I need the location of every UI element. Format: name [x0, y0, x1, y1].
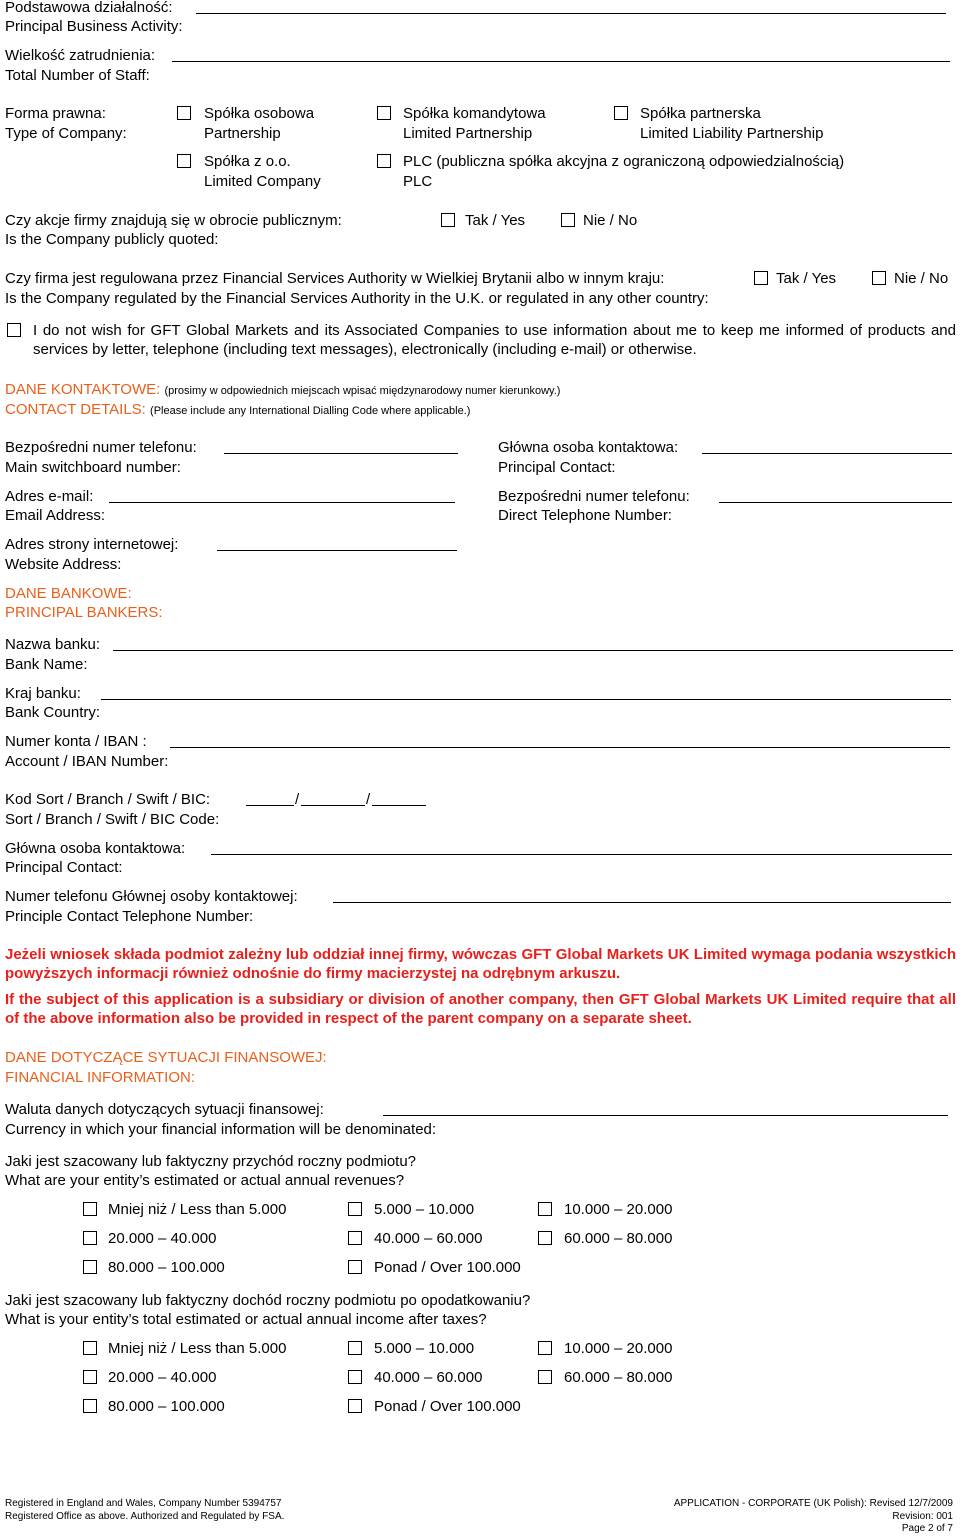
income-option-label: 10.000 – 20.000 [564, 1340, 673, 1357]
staff-label-pl: Wielkość zatrudnienia: [5, 47, 156, 64]
limited-company-label-pl: Spółka z o.o. [204, 153, 291, 170]
marketing-optout-text: I do not wish for GFT Global Markets and its Associated Companies to use information about me to keep me informed of products and services by letter, telephone (including text messages), electronically (including e-mail) or otherwise. [33, 322, 956, 358]
bank-contact-phone-field[interactable] [333, 902, 951, 903]
llp-checkbox[interactable] [614, 106, 628, 120]
revenue-option-checkbox[interactable] [348, 1202, 362, 1216]
contact-heading-en: CONTACT DETAILS: [5, 401, 146, 418]
regulated-label-en: Is the Company regulated by the Financial Services Authority in the U.K. or regulated in any other country: [5, 290, 709, 307]
currency-label-en: Currency in which your financial information will be denominated: [5, 1121, 437, 1138]
currency-field[interactable] [383, 1115, 948, 1116]
revenue-option-label: 60.000 – 80.000 [564, 1230, 673, 1247]
revenue-option-checkbox[interactable] [348, 1260, 362, 1274]
income-option-checkbox[interactable] [83, 1341, 97, 1355]
revenue-option-label: 5.000 – 10.000 [374, 1201, 475, 1218]
account-label-en: Account / IBAN Number: [5, 753, 169, 770]
quoted-no-label: Nie / No [583, 212, 638, 229]
revenue-question-en: What are your entity’s estimated or actual annual revenues? [5, 1172, 405, 1189]
switchboard-label-pl: Bezpośredni numer telefonu: [5, 439, 197, 456]
direct-phone-label-en: Direct Telephone Number: [498, 507, 672, 524]
bank-country-label-pl: Kraj banku: [5, 685, 81, 702]
revenue-option-checkbox[interactable] [83, 1231, 97, 1245]
revenue-option-checkbox[interactable] [348, 1231, 362, 1245]
plc-checkbox[interactable] [377, 154, 391, 168]
llp-label-pl: Spółka partnerska [640, 105, 761, 122]
contact-heading-en-row [5, 400, 470, 421]
footer-revision: Revision: 001 [892, 1511, 953, 1522]
regulated-yes-label: Tak / Yes [776, 270, 837, 287]
switchboard-label-en: Main switchboard number: [5, 459, 181, 476]
income-option-label: 80.000 – 100.000 [108, 1398, 225, 1415]
limited-partnership-checkbox[interactable] [377, 106, 391, 120]
limited-company-checkbox[interactable] [177, 154, 191, 168]
activity-label-en: Principal Business Activity: [5, 18, 183, 35]
sort-code-slash-1: / [295, 791, 300, 808]
principal-contact-label-pl: Główna osoba kontaktowa: [498, 439, 679, 456]
quoted-no-checkbox[interactable] [561, 213, 575, 227]
staff-label-en: Total Number of Staff: [5, 67, 150, 84]
partnership-checkbox[interactable] [177, 106, 191, 120]
income-option-checkbox[interactable] [538, 1370, 552, 1384]
marketing-optout-checkbox[interactable] [7, 323, 21, 337]
bank-heading-pl: DANE BANKOWE: [5, 585, 132, 602]
bank-contact-phone-label-en: Principle Contact Telephone Number: [5, 908, 254, 925]
contact-note-en: (Please include any International Dialling Code where applicable.) [150, 405, 471, 417]
bank-country-label-en: Bank Country: [5, 704, 101, 721]
plc-label-en: PLC [403, 173, 433, 190]
income-option-label: Mniej niż / Less than 5.000 [108, 1340, 287, 1357]
limited-partnership-label-en: Limited Partnership [403, 125, 533, 142]
email-label-en: Email Address: [5, 507, 106, 524]
plc-label-pl: PLC (publiczna spółka akcyjna z ograniczoną odpowiedzialnością) [403, 153, 845, 170]
sort-code-slash-2: / [366, 791, 371, 808]
income-option-checkbox[interactable] [348, 1341, 362, 1355]
bank-heading-en: PRINCIPAL BANKERS: [5, 604, 163, 621]
bank-name-label-pl: Nazwa banku: [5, 636, 101, 653]
website-field[interactable] [217, 550, 457, 551]
revenue-option-checkbox[interactable] [83, 1260, 97, 1274]
subsidiary-notice-en: If the subject of this application is a subsidiary or division of another company, then GFT Global Markets UK Limited require that all of the above information also be provided in respect of the parent company on a separate sheet. [5, 991, 956, 1027]
income-question-pl: Jaki jest szacowany lub faktyczny dochód roczny podmiotu po opodatkowaniu? [5, 1292, 531, 1309]
bank-contact-label-pl: Główna osoba kontaktowa: [5, 840, 186, 857]
income-option-label: 20.000 – 40.000 [108, 1369, 217, 1386]
activity-field[interactable] [196, 13, 946, 14]
income-option-label: 40.000 – 60.000 [374, 1369, 483, 1386]
revenue-option-label: 40.000 – 60.000 [374, 1230, 483, 1247]
income-option-label: 60.000 – 80.000 [564, 1369, 673, 1386]
income-option-checkbox[interactable] [348, 1370, 362, 1384]
partnership-label-pl: Spółka osobowa [204, 105, 315, 122]
email-field[interactable] [109, 502, 455, 503]
currency-label-pl: Waluta danych dotyczących sytuacji finansowej: [5, 1101, 324, 1118]
regulated-no-label: Nie / No [894, 270, 949, 287]
principal-contact-label-en: Principal Contact: [498, 459, 616, 476]
website-label-en: Website Address: [5, 556, 122, 573]
regulated-label-pl: Czy firma jest regulowana przez Financial Services Authority w Wielkiej Brytanii albo w innym kraju: [5, 270, 665, 287]
quoted-yes-label: Tak / Yes [465, 212, 526, 229]
sort-code-field-2[interactable] [301, 805, 365, 806]
regulated-no-checkbox[interactable] [872, 271, 886, 285]
financial-heading-en: FINANCIAL INFORMATION: [5, 1069, 196, 1086]
income-option-label: Ponad / Over 100.000 [374, 1398, 521, 1415]
sort-code-label-pl: Kod Sort / Branch / Swift / BIC: [5, 791, 211, 808]
website-label-pl: Adres strony internetowej: [5, 536, 179, 553]
bank-contact-field[interactable] [211, 854, 952, 855]
limited-company-label-en: Limited Company [204, 173, 321, 190]
sort-code-field-3[interactable] [372, 805, 426, 806]
revenue-question-pl: Jaki jest szacowany lub faktyczny przychód roczny podmiotu? [5, 1153, 417, 1170]
company-type-label-pl: Forma prawna: [5, 105, 106, 122]
income-option-checkbox[interactable] [83, 1370, 97, 1384]
income-question-en: What is your entity’s total estimated or actual annual income after taxes? [5, 1311, 487, 1328]
bank-country-field[interactable] [101, 699, 951, 700]
activity-label-pl: Podstawowa działalność: [5, 0, 173, 16]
revenue-option-checkbox[interactable] [83, 1202, 97, 1216]
email-label-pl: Adres e-mail: [5, 488, 94, 505]
sort-code-label-en: Sort / Branch / Swift / BIC Code: [5, 811, 220, 828]
company-type-label-en: Type of Company: [5, 125, 127, 142]
partnership-label-en: Partnership [204, 125, 281, 142]
revenue-option-checkbox[interactable] [538, 1231, 552, 1245]
footer-form-title: APPLICATION - CORPORATE (UK Polish): Revised 12/7/2009 [673, 1498, 953, 1509]
sort-code-field-1[interactable] [246, 805, 294, 806]
bank-name-label-en: Bank Name: [5, 656, 88, 673]
bank-contact-label-en: Principal Contact: [5, 859, 123, 876]
footer-registration: Registered in England and Wales, Company Number 5394757 [5, 1498, 282, 1509]
quoted-label-en: Is the Company publicly quoted: [5, 231, 219, 248]
income-option-checkbox[interactable] [348, 1399, 362, 1413]
subsidiary-notice-pl: Jeżeli wniosek składa podmiot zależny lub oddział innej firmy, wówczas GFT Global Markets UK Limited wymaga podania wszystkich powyższych informacji również odnośnie do firmy macierzystej na odrębnym arkuszu. [5, 946, 956, 982]
account-field[interactable] [170, 747, 950, 748]
switchboard-field[interactable] [224, 453, 458, 454]
bank-contact-phone-label-pl: Numer telefonu Głównej osoby kontaktowej: [5, 888, 298, 905]
revenue-option-label: 10.000 – 20.000 [564, 1201, 673, 1218]
income-option-checkbox[interactable] [538, 1341, 552, 1355]
direct-phone-field[interactable] [719, 502, 952, 503]
llp-label-en: Limited Liability Partnership [640, 125, 824, 142]
revenue-option-label: Mniej niż / Less than 5.000 [108, 1201, 287, 1218]
bank-name-field[interactable] [113, 650, 953, 651]
principal-contact-field[interactable] [702, 453, 952, 454]
revenue-option-label: 80.000 – 100.000 [108, 1259, 225, 1276]
footer-page-number: Page 2 of 7 [901, 1523, 953, 1534]
revenue-option-checkbox[interactable] [538, 1202, 552, 1216]
revenue-option-label: Ponad / Over 100.000 [374, 1259, 521, 1276]
account-label-pl: Numer konta / IBAN : [5, 733, 147, 750]
direct-phone-label-pl: Bezpośredni numer telefonu: [498, 488, 690, 505]
footer-registered-office: Registered Office as above. Authorized and Regulated by FSA. [5, 1511, 285, 1522]
income-option-label: 5.000 – 10.000 [374, 1340, 475, 1357]
regulated-yes-checkbox[interactable] [754, 271, 768, 285]
quoted-label-pl: Czy akcje firmy znajdują się w obrocie publicznym: [5, 212, 342, 229]
staff-field[interactable] [172, 61, 950, 62]
contact-heading-pl-row [5, 380, 560, 401]
income-option-checkbox[interactable] [83, 1399, 97, 1413]
contact-heading-pl: DANE KONTAKTOWE: [5, 381, 161, 398]
contact-note-pl: (prosimy w odpowiednich miejscach wpisać międzynarodowy numer kierunkowy.) [164, 385, 561, 397]
quoted-yes-checkbox[interactable] [441, 213, 455, 227]
revenue-option-label: 20.000 – 40.000 [108, 1230, 217, 1247]
financial-heading-pl: DANE DOTYCZĄCE SYTUACJI FINANSOWEJ: [5, 1049, 327, 1066]
limited-partnership-label-pl: Spółka komandytowa [403, 105, 546, 122]
